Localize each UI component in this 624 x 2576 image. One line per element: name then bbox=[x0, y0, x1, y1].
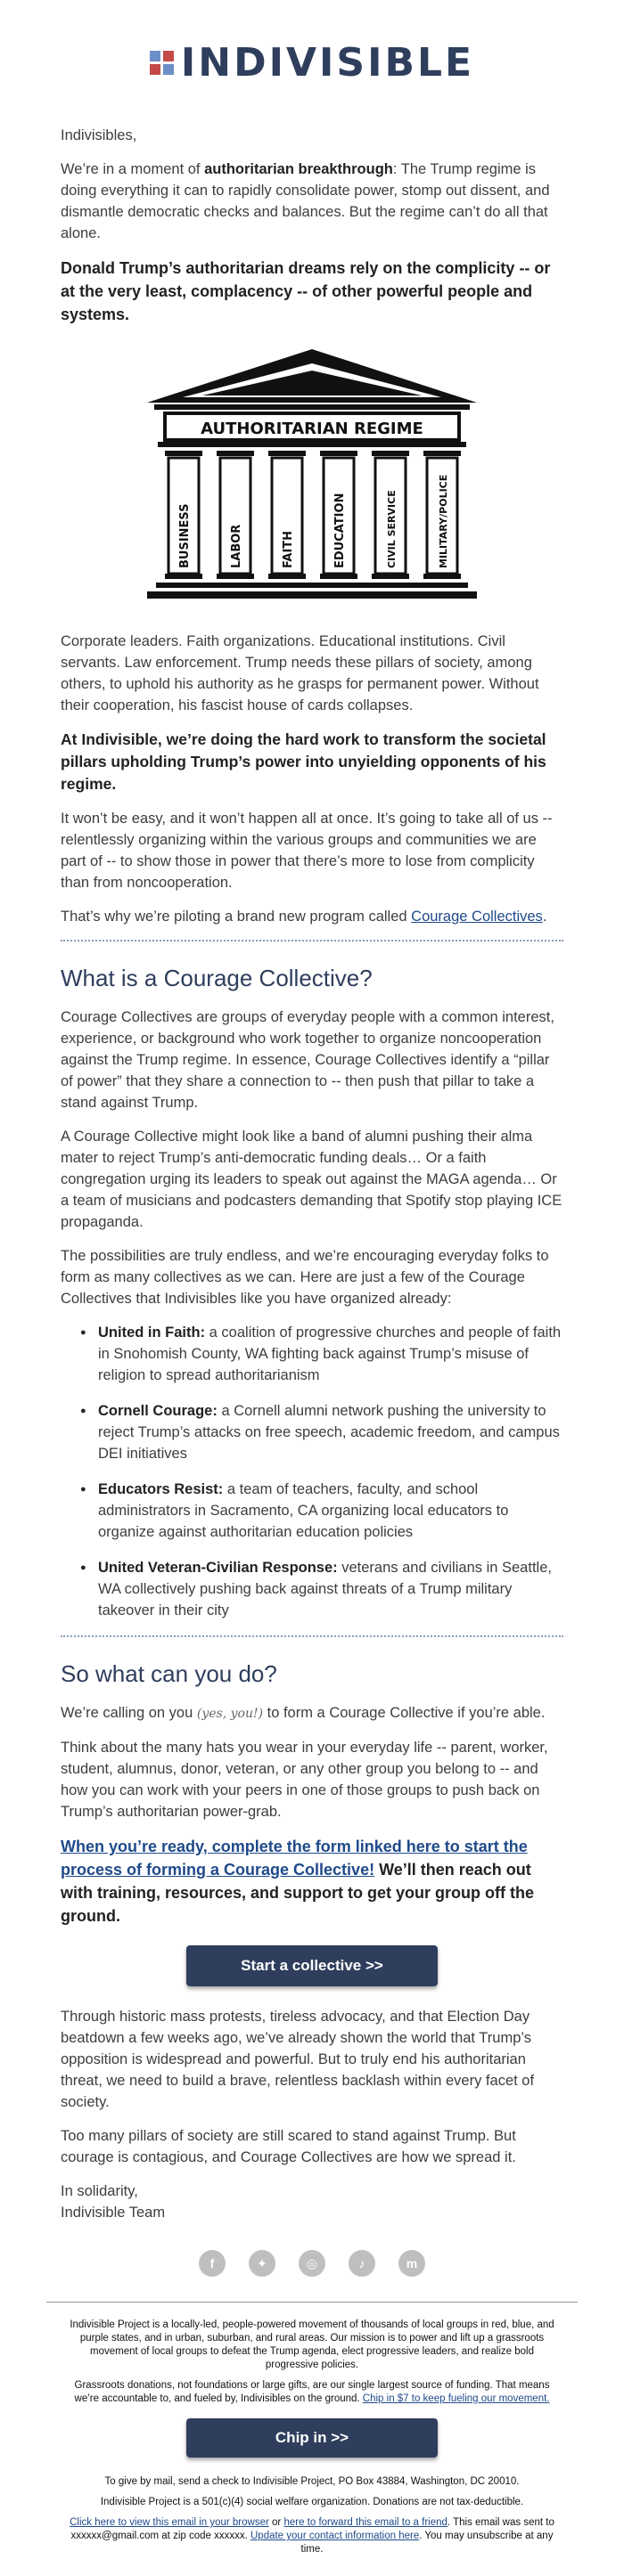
intro-lead: Donald Trump’s authoritarian dreams rely on the complicity -- or at the very least, complacency -- of other powerful people and systems. bbox=[61, 259, 551, 323]
email-body bbox=[0, 125, 624, 2277]
greeting: Indivisibles, bbox=[61, 127, 137, 143]
pillars-paragraph: Corporate leaders. Faith organizations. Educational institutions. Civil servants. Law enforcement. Trump needs these pillars of society, among others, to uphold his authority as he grasps for permanent power. Without their cooperation, his fascist house of cards collapses. bbox=[61, 633, 539, 713]
mission-lead: At Indivisible, we’re doing the hard work to transform the societal pillars upholding Trump’s power into unyielding opponents of his regime. bbox=[61, 730, 546, 793]
pillar-column bbox=[217, 451, 254, 579]
footer-mission: Indivisible Project is a locally-led, people-powered movement of thousands of local groups in red, blue, and purple states, and in urban, suburban, and rural areas. Our mission is to power and lift up a grassroots movement of local groups to defeat the Trump agenda, elect progressive leaders, and realize bold progressive policies. bbox=[70, 2319, 554, 2370]
pillar-label: MILITARY/POLICE bbox=[438, 474, 449, 568]
signoff: In solidarity, Indivisible Team bbox=[61, 2183, 166, 2221]
list-item: ● Cornell Courage: a Cornell alumni network pushing the university to reject Trump’s attacks on free speech, academic freedom, and campus DEI initiatives bbox=[80, 1400, 563, 1464]
logo-wordmark: INDIVISIBLE bbox=[180, 39, 475, 86]
mastodon-icon[interactable]: m bbox=[398, 2250, 425, 2277]
footer-mail: To give by mail, send a check to Indivisible Project, PO Box 43884, Washington, DC 20010. bbox=[104, 2476, 520, 2487]
start-collective-button[interactable]: Start a collective >> bbox=[186, 1945, 438, 1986]
pillars-illustration bbox=[61, 344, 563, 607]
cta-button-wrap bbox=[61, 1945, 563, 1986]
pillar-label: FAITH bbox=[282, 530, 295, 568]
courage-collectives-link[interactable]: Courage Collectives bbox=[411, 909, 543, 925]
bluesky-icon[interactable]: ✦ bbox=[249, 2250, 275, 2277]
cta-paragraph: When you’re ready, complete the form linked here to start the process of forming a Courage Collective! We’ll then reach out with training, resources, and support to get your group off the ground. bbox=[61, 1838, 535, 1925]
organizing-paragraph: It won’t be easy, and it won’t happen all at once. It’s going to take all of us -- relentlessly organizing within the various groups and communities we are part of -- to show those in power that there’s more to lose from complicity than from noncooperation. bbox=[61, 811, 553, 891]
pillar-column bbox=[372, 451, 409, 579]
pillars-graphic bbox=[138, 344, 486, 607]
collectives-list bbox=[80, 1322, 563, 1621]
facebook-icon[interactable]: f bbox=[199, 2250, 226, 2277]
roof-label: AUTHORITARIAN REGIME bbox=[201, 420, 423, 438]
backlash-paragraph: Through historic mass protests, tireless advocacy, and that Election Day beatdown a few weeks ago, we’ve already shown the world that Trump’s opposition is widespread and powerful. But to truly end his authoritarian threat, we need to build a brave, relentless backlash within every facet of society. bbox=[61, 2009, 535, 2110]
tiktok-icon[interactable]: ♪ bbox=[349, 2250, 375, 2277]
header bbox=[0, 0, 624, 125]
call-paragraph: We’re calling on you (yes, you!) to form a Courage Collective if you’re able. bbox=[61, 1705, 546, 1721]
footer bbox=[0, 2319, 624, 2556]
chip-in-link[interactable]: Chip in $7 to keep fueling our movement. bbox=[362, 2393, 550, 2404]
indivisible-logo[interactable] bbox=[150, 40, 474, 86]
section-heading-action: So what can you do? bbox=[61, 1660, 277, 1687]
section-divider bbox=[61, 1635, 563, 1637]
pillar-columns bbox=[165, 451, 461, 579]
program-paragraph: That’s why we’re piloting a brand new program called Courage Collectives. bbox=[61, 909, 547, 925]
pillar-column bbox=[423, 451, 461, 579]
pillar-label: EDUCATION bbox=[333, 493, 347, 568]
form-link[interactable]: When you’re ready, complete the form linked here to start the process of forming a Courage Collective! bbox=[61, 1838, 528, 1879]
footer-links: Click here to view this email in your browser or here to forward this email to a friend. This email was sent to xxxxxx@gmail.com at zip code xxxxxx. Update your contact information here. You may unsubscribe at any time. bbox=[70, 2517, 554, 2555]
intro-paragraph: We’re in a moment of authoritarian breakthrough: The Trump regime is doing everything it can to rapidly consolidate power, stomp out dissent, and dismantle democratic checks and balances. But the regime can’t do all that alone. bbox=[61, 161, 550, 241]
signature: Indivisible Team bbox=[61, 2205, 166, 2221]
list-item: ● United Veteran-Civilian Response: veterans and civilians in Seattle, WA collectively pushing back against threats of a Trump military takeover in their city bbox=[80, 1557, 563, 1621]
forward-email-link[interactable]: here to forward this email to a friend bbox=[283, 2517, 447, 2528]
pillar-column bbox=[320, 451, 357, 579]
pillar-label: LABOR bbox=[230, 524, 243, 568]
possibilities-paragraph: The possibilities are truly endless, and we’re encouraging everyday folks to form as many collectives as we can. Here are just a few of the Courage Collectives that Indivisibles like you have organized already: bbox=[61, 1248, 549, 1307]
social-links bbox=[61, 2250, 563, 2277]
instagram-icon[interactable]: ◎ bbox=[299, 2250, 325, 2277]
courage-paragraph: Too many pillars of society are still scared to stand against Trump. But courage is contagious, and Courage Collectives are how we spread it. bbox=[61, 2128, 516, 2165]
chip-in-button[interactable]: Chip in >> bbox=[186, 2418, 438, 2458]
section-divider bbox=[61, 940, 563, 942]
update-contact-link[interactable]: Update your contact information here bbox=[250, 2531, 420, 2541]
logo-mark-icon bbox=[150, 51, 174, 75]
pillar-label: BUSINESS bbox=[178, 503, 192, 568]
footer-nonprofit: Indivisible Project is a 501(c)(4) social welfare organization. Donations are not tax-deductible. bbox=[100, 2497, 524, 2507]
examples-paragraph: A Courage Collective might look like a band of alumni pushing their alma mater to reject Trump’s anti-democratic funding deals… Or a faith congregation urging its leaders to speak out against the MAGA agenda… Or a team of musicians and podcasters demanding that Spotify stop playing ICE propaganda. bbox=[61, 1129, 562, 1230]
section-heading-what: What is a Courage Collective? bbox=[61, 965, 373, 991]
footer-funding: Grassroots donations, not foundations or large gifts, are our single largest source of funding. That means we’re accountable to, and fueled by, Indivisibles on the ground. Chip in $7 to keep fueling our movement. bbox=[74, 2380, 550, 2404]
list-item: ● United in Faith: a coalition of progressive churches and people of faith in Snohomish County, WA fighting back against Trump’s misuse of religion to spread authoritarianism bbox=[80, 1322, 563, 1386]
definition-paragraph: Courage Collectives are groups of everyday people with a common interest, experience, or background who work together to organize noncooperation against the Trump regime. In essence, Courage Collectives identify a “pillar of power” that they share a connection to -- then push that pillar to take a stand against Trump. bbox=[61, 1009, 554, 1111]
hats-paragraph: Think about the many hats you wear in your everyday life -- parent, worker, student, alumnus, donor, veteran, or any other group you belong to -- and how you can work with your peers in one of those groups to push back on Trump’s authoritarian power-grab. bbox=[61, 1740, 548, 1820]
pillar-column bbox=[268, 451, 306, 579]
list-item: ● Educators Resist: a team of teachers, faculty, and school administrators in Sacramento, CA organizing local educators to organize against authoritarian education policies bbox=[80, 1479, 563, 1543]
pillar-label: CIVIL SERVICE bbox=[386, 490, 398, 568]
footer-divider bbox=[46, 2302, 578, 2303]
chip-in-button-wrap bbox=[62, 2418, 562, 2458]
pillar-column bbox=[165, 451, 202, 579]
view-in-browser-link[interactable]: Click here to view this email in your browser bbox=[70, 2517, 269, 2528]
